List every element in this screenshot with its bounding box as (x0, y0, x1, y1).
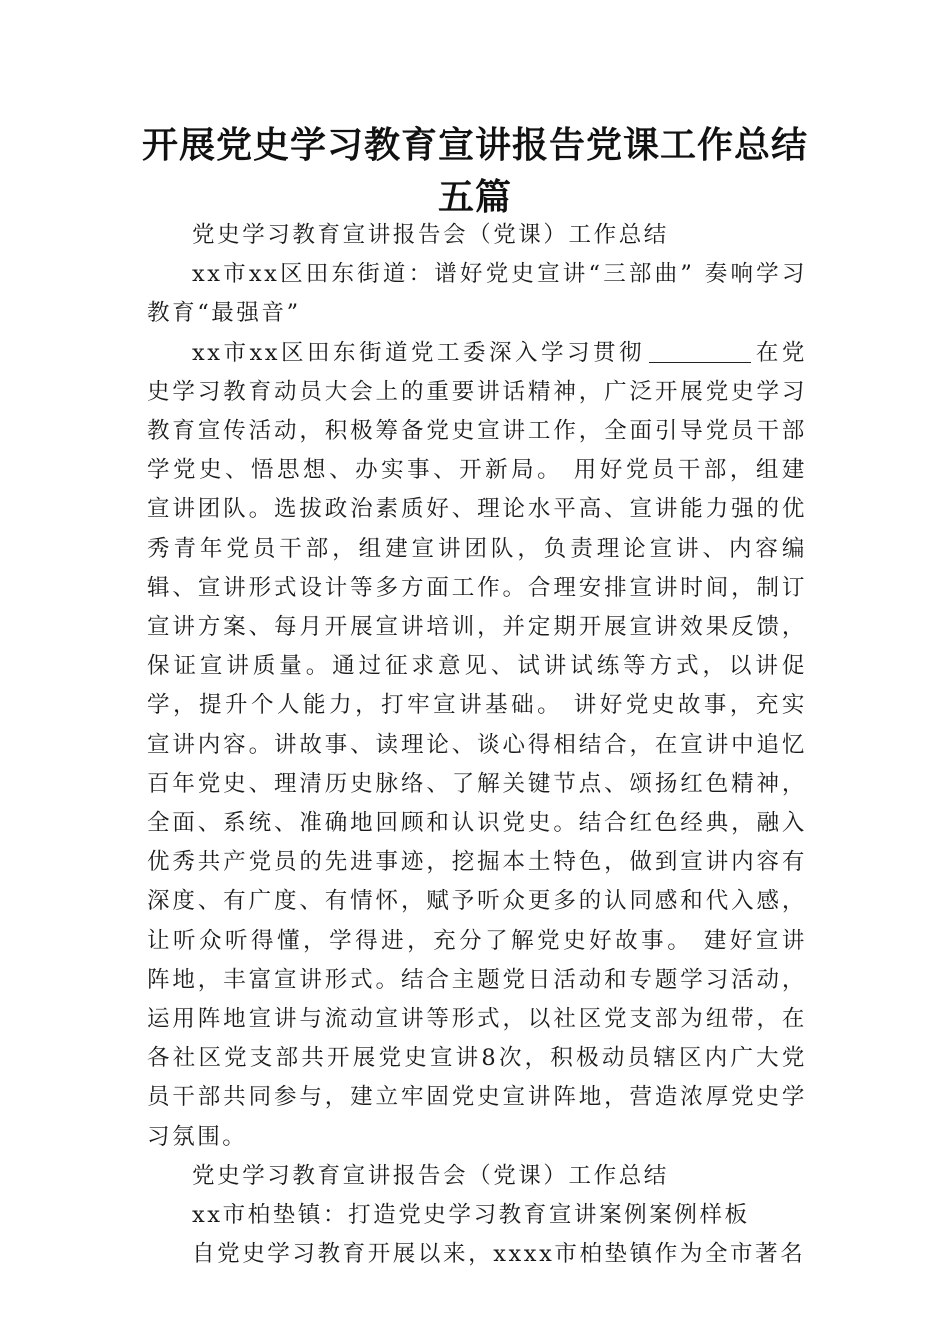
body-paragraph-1 (147, 334, 807, 1157)
document-title: 开展党史学习教育宣讲报告党课工作总结五篇 (141, 125, 808, 218)
document-body (147, 216, 807, 1274)
fill-in-blank (649, 338, 751, 363)
section-subtitle-2: xx市柏垫镇：打造党史学习教育宣讲案例案例样板 (192, 1202, 750, 1229)
section-subtitle-1: xx市xx区田东街道：谱好党史宣讲“三部曲” 奏响学习教育“最强音” (147, 261, 807, 327)
section-heading-1: 党史学习教育宣讲报告会（党课）工作总结 (192, 222, 669, 248)
body-paragraph-1-start: xx市xx区田东街道党工委深入学习贯彻 (192, 339, 645, 366)
body-paragraph-2: 自党史学习教育开展以来，xxxx市柏垫镇作为全市著名 (192, 1241, 806, 1268)
section-heading-2: 党史学习教育宣讲报告会（党课）工作总结 (192, 1162, 669, 1189)
body-paragraph-1-rest: 在党史学习教育动员大会上的重要讲话精神，广泛开展党史学习教育宣传活动，积极筹备党史宣讲工作，全面引导党员干部学党史、悟思想、办实事、开新局。 用好党员干部，组建宣讲团队。选拔政治素质好、理论水平高、宣讲能力强的优秀青年党员干部，组建宣讲团队，负责理论宣讲、内容编辑、宣讲形式设计等多方面工作。合理安排宣讲时间，制订宣讲方案、每月开展宣讲培训，并定期开展宣讲效果反馈，保证宣讲质量。通过征求意见、试讲试练等方式，以讲促学，提升个人能力，打牢宣讲基础。 讲好党史故事，充实宣讲内容。讲故事、读理论、谈心得相结合，在宣讲中追忆百年党史、理清历史脉络、了解关键节点、颂扬红色精神，全面、系统、准确地回顾和认识党史。结合红色经典，融入优秀共产党员的先进事迹，挖掘本土特色，做到宣讲内容有深度、有广度、有情怀，赋予听众更多的认同感和代入感，让听众听得懂，学得进，充分了解党史好故事。 建好宣讲阵地，丰富宣讲形式。结合主题党日活动和专题学习活动，运用阵地宣讲与流动宣讲等形式，以社区党支部为纽带，在各社区党支部共开展党史宣讲8次，积极动员辖区内广大党员干部共同参与，建立牢固党史宣讲阵地，营造浓厚党史学习氛围。 (147, 339, 807, 1150)
